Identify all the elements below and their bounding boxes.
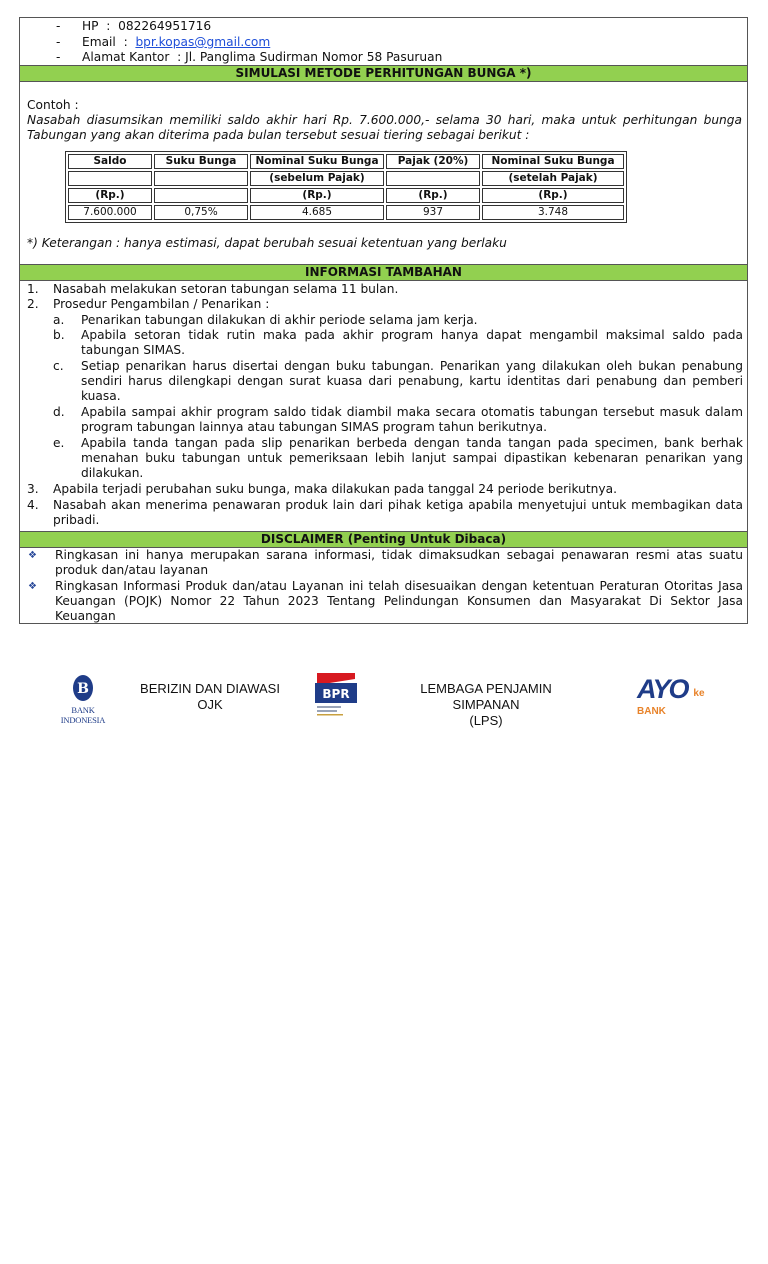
header-cell: (Rp.) bbox=[250, 188, 384, 203]
header-nominal-after: Nominal Suku Bunga bbox=[482, 154, 624, 169]
lps-line-1: LEMBAGA PENJAMIN SIMPANAN bbox=[420, 681, 552, 712]
table-row bbox=[68, 205, 624, 220]
simulation-note: *) Keterangan : hanya estimasi, dapat berubah sesuai ketentuan yang berlaku bbox=[27, 236, 507, 250]
list-number: 4. bbox=[27, 498, 39, 512]
svg-text:B: B bbox=[77, 681, 89, 697]
simulation-heading: SIMULASI METODE PERHITUNGAN BUNGA *) bbox=[20, 65, 747, 82]
info-sub-c: Setiap penarikan harus disertai dengan buku tabungan. Penarikan yang dilakukan oleh bukan penabung sendiri harus dilengkapi dengan surat kuasa dari penabung, kartu identitas dari penabung dan pemberi kuasa. bbox=[81, 359, 743, 403]
table-header-row bbox=[68, 188, 624, 203]
cell-nominal-after: 3.748 bbox=[482, 205, 624, 220]
ojk-line-2: OJK bbox=[197, 697, 223, 712]
list-letter: a. bbox=[53, 313, 65, 327]
header-cell bbox=[154, 171, 248, 186]
list-number: 3. bbox=[27, 482, 39, 496]
info-item-3: Apabila terjadi perubahan suku bunga, maka dilakukan pada tanggal 24 periode berikutnya. bbox=[53, 482, 617, 496]
info-sub-e: Apabila tanda tangan pada slip penarikan berbeda dengan tanda tangan pada specimen, bank berhak menahan buku tabungan untuk pemeriksaan lebih lanjut sampai dipastikan kebenaran penarikan yang dilakukan. bbox=[81, 436, 743, 480]
header-nominal-before: Nominal Suku Bunga bbox=[250, 154, 384, 169]
cell-nominal-before: 4.685 bbox=[250, 205, 384, 220]
contact-office: - Alamat Kantor : Jl. Panglima Sudirman Nomor 58 Pasuruan bbox=[56, 50, 443, 64]
email-link[interactable]: bpr.kopas@gmail.com bbox=[135, 35, 271, 49]
list-number: 1. bbox=[27, 282, 39, 296]
disclaimer-point-1: Ringkasan ini hanya merupakan sarana informasi, tidak dimaksudkan sebagai penawaran resmi atas suatu produk dan/atau layanan bbox=[55, 548, 743, 577]
ojk-line-1: BERIZIN DAN DIAWASI bbox=[140, 681, 280, 696]
header-cell bbox=[68, 171, 152, 186]
header-cell: (Rp.) bbox=[68, 188, 152, 203]
svg-text:BPR: BPR bbox=[322, 687, 350, 701]
cell-pajak: 937 bbox=[386, 205, 480, 220]
header-cell: (Rp.) bbox=[386, 188, 480, 203]
header-cell: (Rp.) bbox=[482, 188, 624, 203]
list-letter: b. bbox=[53, 328, 65, 342]
ayo-logo-text: AYO bbox=[637, 674, 688, 704]
info-sub-a: Penarikan tabungan dilakukan di akhir periode selama jam kerja. bbox=[81, 313, 478, 327]
info-sub-b: Apabila setoran tidak rutin maka pada akhir program hanya dapat mengambil maksimal saldo pada tabungan SIMAS. bbox=[81, 328, 743, 357]
header-cell bbox=[154, 188, 248, 203]
diamond-bullet-icon: ❖ bbox=[28, 550, 37, 561]
info-item-4: Nasabah akan menerima penawaran produk lain dari pihak ketiga apabila menyetujui untuk membagikan data pribadi. bbox=[53, 498, 743, 527]
cell-suku-bunga: 0,75% bbox=[154, 205, 248, 220]
header-cell bbox=[386, 171, 480, 186]
header-saldo: Saldo bbox=[68, 154, 152, 169]
list-number: 2. bbox=[27, 297, 39, 311]
info-heading: INFORMASI TAMBAHAN bbox=[20, 264, 747, 281]
info-item-1: Nasabah melakukan setoran tabungan selama 11 bulan. bbox=[53, 282, 399, 296]
bpr-logo bbox=[313, 671, 359, 719]
list-letter: d. bbox=[53, 405, 65, 419]
disclaimer-point-2: Ringkasan Informasi Produk dan/atau Layanan ini telah disesuaikan dengan ketentuan Peraturan Otoritas Jasa Keuangan (POJK) Nomor 22 Tahun 2023 Tentang Pelindungan Konsumen dan Masyarakat Di Sektor Jasa Keuangan bbox=[55, 579, 743, 623]
info-sub-d: Apabila sampai akhir program saldo tidak diambil maka secara otomatis tabungan tersebut masuk dalam program tabungan lainnya atau tabungan SIMAS program tahun berikutnya. bbox=[81, 405, 743, 434]
ojk-label bbox=[140, 681, 280, 713]
ayo-logo-sub: ke BANK bbox=[637, 688, 705, 717]
disclaimer-heading: DISCLAIMER (Penting Untuk Dibaca) bbox=[20, 531, 747, 548]
interest-simulation-table bbox=[65, 151, 627, 223]
ayo-ke-bank-logo bbox=[637, 674, 717, 717]
product-summary-frame bbox=[19, 17, 748, 624]
lps-line-2: (LPS) bbox=[469, 713, 503, 728]
bank-indonesia-emblem-icon bbox=[72, 674, 94, 702]
bank-indonesia-logo-text: BANK INDONESIA bbox=[60, 705, 106, 725]
bank-indonesia-logo bbox=[52, 674, 114, 725]
header-pajak: Pajak (20%) bbox=[386, 154, 480, 169]
cell-saldo: 7.600.000 bbox=[68, 205, 152, 220]
header-cell: (setelah Pajak) bbox=[482, 171, 624, 186]
lps-label bbox=[398, 681, 574, 729]
example-text: Nasabah diasumsikan memiliki saldo akhir hari Rp. 7.600.000,- selama 30 hari, maka untuk perhitungan bunga Tabungan yang akan diterima pada bulan tersebut sesuai tiering sebagai berikut : bbox=[27, 113, 742, 142]
list-letter: c. bbox=[53, 359, 64, 373]
table-header-row bbox=[68, 171, 624, 186]
example-label: Contoh : bbox=[27, 98, 79, 112]
header-cell: (sebelum Pajak) bbox=[250, 171, 384, 186]
header-suku-bunga: Suku Bunga bbox=[154, 154, 248, 169]
info-item-2: Prosedur Pengambilan / Penarikan : bbox=[53, 297, 270, 311]
bpr-emblem-icon bbox=[313, 671, 359, 719]
list-letter: e. bbox=[53, 436, 65, 450]
contact-email: - Email : bpr.kopas@gmail.com bbox=[56, 35, 271, 49]
table-header-row bbox=[68, 154, 624, 169]
contact-hp: - HP : 082264951716 bbox=[56, 19, 212, 33]
diamond-bullet-icon: ❖ bbox=[28, 581, 37, 592]
